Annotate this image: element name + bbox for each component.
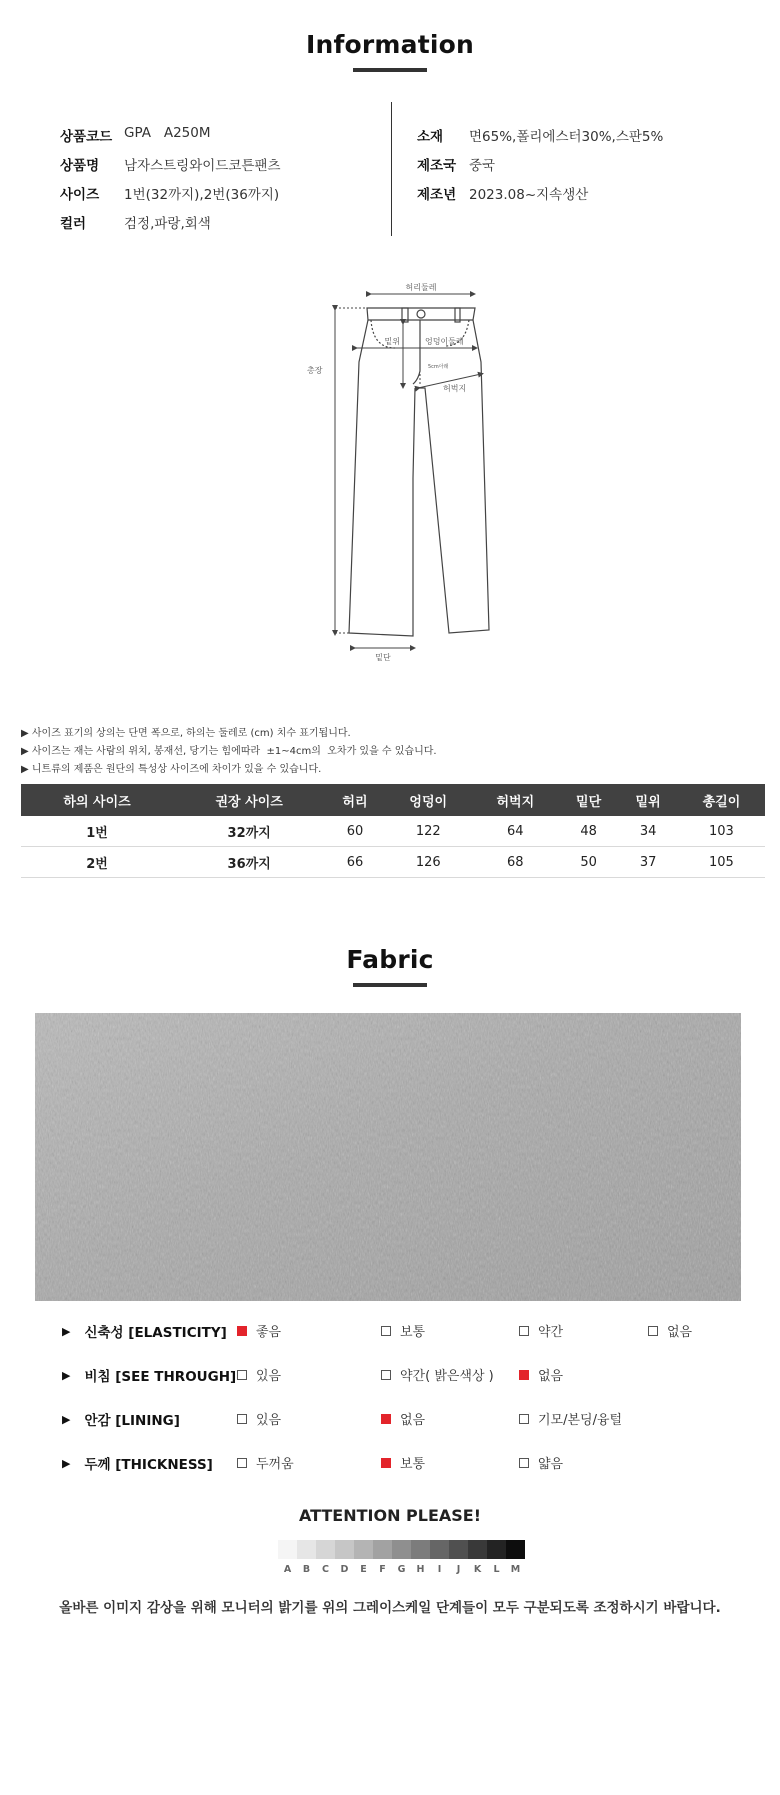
option-lining-none[interactable]	[381, 1409, 425, 1428]
measurement-arrows	[335, 294, 481, 648]
gray-letter: I	[437, 1564, 442, 1575]
info-value: 검정,파랑,회색	[124, 216, 211, 232]
table-cell: 50	[559, 847, 619, 878]
rating-label-lining	[62, 1409, 180, 1429]
option-see-through-none[interactable]	[519, 1365, 563, 1384]
gray-letter: B	[302, 1564, 311, 1575]
table-cell: 48	[559, 816, 619, 847]
checkbox-icon	[381, 1370, 391, 1380]
checked-box-icon	[519, 1370, 529, 1380]
info-product-name	[60, 154, 281, 174]
size-note-1: ▶ 사이즈 표기의 상의는 단면 폭으로, 하의는 둘레로 (cm) 치수 표기됩니다.	[21, 728, 351, 739]
checkbox-icon	[648, 1326, 658, 1336]
gray-swatch	[430, 1540, 449, 1559]
size-note-2: ▶ 사이즈는 재는 사람의 위치, 봉재선, 당기는 힘에따라 ±1~4cm의 오차가 있을 수 있습니다.	[21, 746, 437, 757]
label-total-length: 총장	[307, 366, 323, 375]
attention-title: ATTENTION PLEASE!	[298, 1506, 482, 1525]
pants-measurement-diagram	[307, 278, 515, 663]
rating-label-text: 비침 [SEE THROUGH]	[84, 1369, 237, 1385]
table-row	[21, 847, 765, 878]
checkbox-icon	[237, 1458, 247, 1468]
table-cell: 60	[325, 816, 385, 847]
column-header: 권장 사이즈	[173, 784, 325, 816]
info-key: 사이즈	[60, 187, 100, 203]
table-cell: 66	[325, 847, 385, 878]
column-header: 엉덩이	[385, 784, 472, 816]
rating-label-elasticity	[62, 1321, 227, 1341]
title-underline	[353, 68, 427, 72]
info-manufactured	[417, 183, 588, 203]
diagram-labels	[307, 282, 466, 662]
gray-swatch	[411, 1540, 430, 1559]
option-text: 없음	[400, 1413, 426, 1428]
table-cell: 34	[618, 816, 678, 847]
gray-swatch	[373, 1540, 392, 1559]
gray-swatch	[354, 1540, 373, 1559]
option-lining-yes[interactable]	[237, 1409, 281, 1428]
option-elasticity-good[interactable]	[237, 1321, 281, 1340]
size-table-header	[21, 784, 765, 816]
column-header: 하의 사이즈	[21, 784, 173, 816]
table-cell: 105	[678, 847, 765, 878]
option-text: 있음	[256, 1413, 282, 1428]
table-cell: 32까지	[173, 816, 325, 847]
gray-letter: L	[493, 1564, 500, 1575]
option-text: 좋음	[256, 1325, 282, 1340]
checkbox-icon	[519, 1414, 529, 1424]
checkbox-icon	[519, 1458, 529, 1468]
gray-letter: F	[379, 1564, 386, 1575]
gray-letter: D	[340, 1564, 349, 1575]
checkbox-icon	[237, 1370, 247, 1380]
gray-swatch	[278, 1540, 297, 1559]
option-see-through-yes[interactable]	[237, 1365, 281, 1384]
table-cell: 1번	[21, 816, 173, 847]
triangle-bullet-icon: ▶	[62, 1456, 71, 1470]
label-waist: 허리둘레	[405, 283, 437, 292]
grayscale-scale	[278, 1540, 525, 1559]
checked-box-icon	[381, 1458, 391, 1468]
gray-letter: M	[510, 1564, 521, 1575]
option-see-through-slight[interactable]	[381, 1365, 494, 1384]
checked-box-icon	[237, 1326, 247, 1336]
info-key: 상품명	[60, 158, 100, 174]
rating-label-text: 신축성 [ELASTICITY]	[84, 1325, 227, 1341]
info-value: 1번(32까지),2번(36까지)	[124, 187, 280, 203]
table-cell: 68	[472, 847, 559, 878]
option-text: 얇음	[538, 1457, 564, 1472]
checked-box-icon	[381, 1414, 391, 1424]
triangle-bullet-icon: ▶	[62, 1324, 71, 1338]
info-value: 2023.08~지속생산	[469, 187, 589, 203]
gray-swatch	[316, 1540, 335, 1559]
label-thigh: 허벅지	[443, 384, 467, 393]
gray-swatch	[392, 1540, 411, 1559]
option-text: 약간( 밝은색상 )	[400, 1369, 494, 1384]
fabric-texture-image	[35, 1013, 741, 1301]
fabric-title: Fabric	[346, 945, 434, 974]
table-row	[21, 816, 765, 847]
monitor-brightness-message: 올바른 이미지 감상을 위해 모니터의 밝기를 위의 그레이스케일 단계들이 모두 구분되도록 조정하시기 바랍니다.	[59, 1600, 721, 1616]
label-hip: 엉덩이둘레	[425, 337, 464, 346]
gray-letter: G	[397, 1564, 406, 1575]
info-divider	[391, 102, 392, 236]
info-value: GPA A250M	[124, 125, 211, 141]
column-header: 밑단	[559, 784, 619, 816]
column-header: 허벅지	[472, 784, 559, 816]
rating-label-see-through	[62, 1365, 236, 1385]
option-text: 없음	[538, 1369, 564, 1384]
gray-swatch	[487, 1540, 506, 1559]
column-header: 밑위	[618, 784, 678, 816]
gray-letter: C	[322, 1564, 329, 1575]
gray-swatch	[297, 1540, 316, 1559]
gray-swatch	[449, 1540, 468, 1559]
info-size	[60, 183, 279, 203]
option-text: 보통	[400, 1325, 426, 1340]
size-note-3: ▶ 니트류의 제품은 원단의 특성상 사이즈에 차이가 있을 수 있습니다.	[21, 764, 322, 775]
option-elasticity-slight[interactable]	[519, 1321, 563, 1340]
rating-label-text: 두께 [THICKNESS]	[84, 1457, 213, 1473]
rating-label-text: 안감 [LINING]	[84, 1413, 180, 1429]
checkbox-icon	[519, 1326, 529, 1336]
info-key: 상품코드	[60, 129, 113, 145]
column-header: 총길이	[678, 784, 765, 816]
option-text: 있음	[256, 1369, 282, 1384]
option-text: 약간	[538, 1325, 564, 1340]
option-thickness-thin[interactable]	[519, 1453, 563, 1472]
title-underline	[353, 983, 427, 987]
table-cell: 103	[678, 816, 765, 847]
info-material	[417, 125, 663, 145]
info-key: 컬러	[60, 216, 87, 232]
checkbox-icon	[237, 1414, 247, 1424]
table-cell: 2번	[21, 847, 173, 878]
table-cell: 36까지	[173, 847, 325, 878]
info-key: 제조년	[417, 187, 457, 203]
info-value: 중국	[469, 158, 496, 174]
pants-outline	[349, 308, 489, 636]
info-value: 남자스트링와이드코튼팬츠	[124, 158, 281, 174]
grayscale-letters	[278, 1564, 525, 1575]
gray-swatch	[506, 1540, 525, 1559]
size-table	[21, 784, 765, 878]
option-thickness-thick[interactable]	[237, 1453, 294, 1472]
label-rise: 밑위	[384, 337, 400, 346]
option-text: 기모/본딩/융털	[538, 1413, 623, 1428]
triangle-bullet-icon: ▶	[62, 1368, 71, 1382]
gray-swatch	[335, 1540, 354, 1559]
table-cell: 122	[385, 816, 472, 847]
checkbox-icon	[381, 1326, 391, 1336]
option-elasticity-none[interactable]	[648, 1321, 692, 1340]
option-lining-fleece[interactable]	[519, 1409, 622, 1428]
info-key: 제조국	[417, 158, 457, 174]
info-product-code	[60, 125, 211, 145]
info-color	[60, 212, 211, 232]
table-cell: 37	[618, 847, 678, 878]
gray-letter: K	[473, 1564, 482, 1575]
label-thigh-offset: 5cm아래	[428, 364, 449, 370]
option-text: 두꺼움	[256, 1457, 294, 1472]
triangle-bullet-icon: ▶	[62, 1412, 71, 1426]
gray-letter: E	[360, 1564, 367, 1575]
option-elasticity-normal[interactable]	[381, 1321, 425, 1340]
info-value: 면65%,폴리에스터30%,스판5%	[469, 129, 664, 145]
rating-label-thickness	[62, 1453, 213, 1473]
label-hem: 밑단	[375, 653, 391, 662]
information-title: Information	[305, 30, 475, 59]
column-header: 허리	[325, 784, 385, 816]
info-key: 소재	[417, 129, 444, 145]
info-country	[417, 154, 495, 174]
option-text: 없음	[667, 1325, 693, 1340]
table-cell: 64	[472, 816, 559, 847]
gray-letter: A	[283, 1564, 292, 1575]
table-cell: 126	[385, 847, 472, 878]
gray-swatch	[468, 1540, 487, 1559]
option-text: 보통	[400, 1457, 426, 1472]
gray-letter: J	[456, 1564, 461, 1575]
option-thickness-normal[interactable]	[381, 1453, 425, 1472]
gray-letter: H	[416, 1564, 425, 1575]
